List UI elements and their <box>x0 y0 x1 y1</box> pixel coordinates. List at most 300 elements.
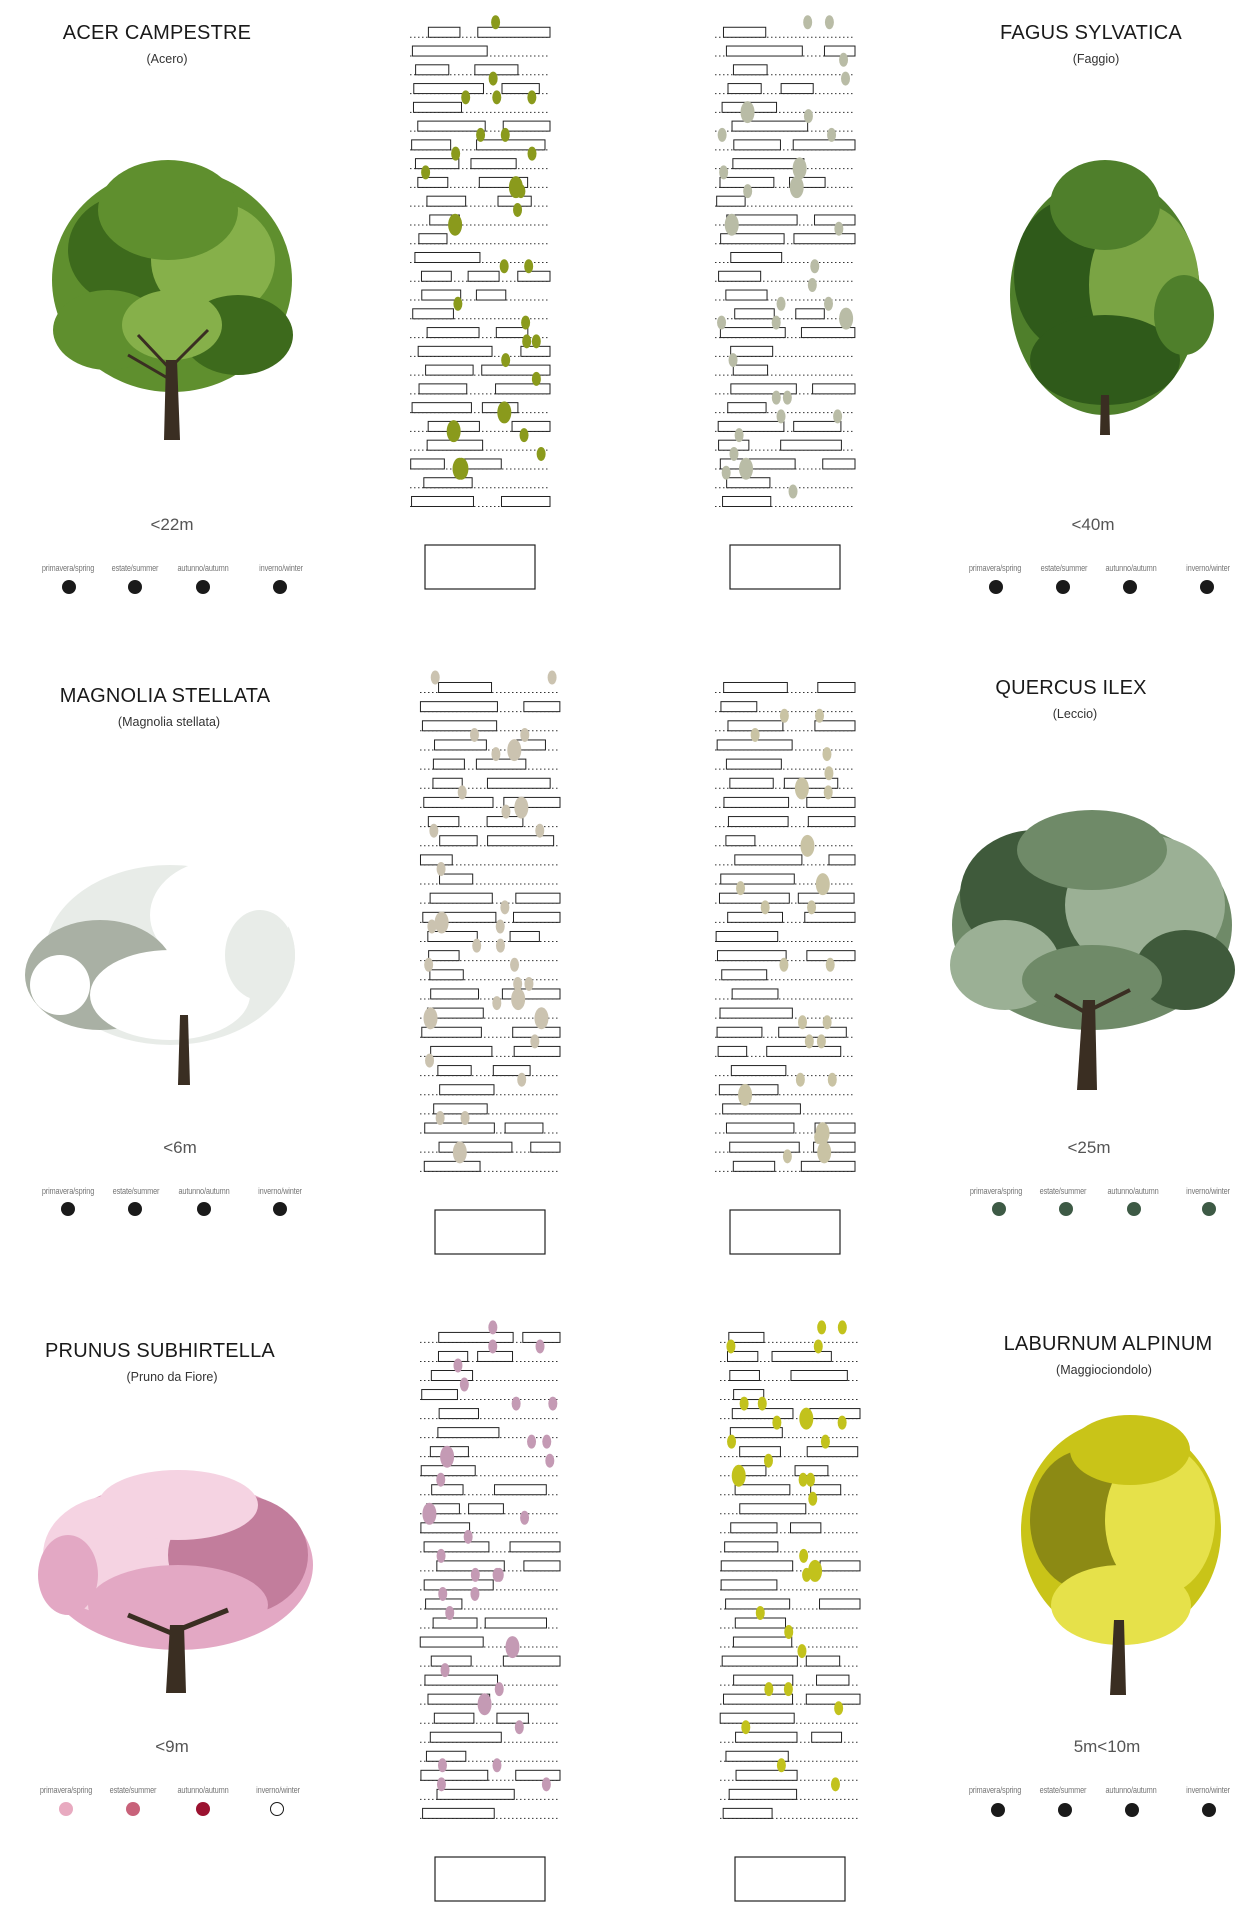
planting-dot <box>530 1034 539 1048</box>
planting-dot <box>458 785 467 799</box>
balcony-box <box>730 1428 782 1438</box>
season-dot-spring <box>992 1202 1006 1216</box>
planting-dot <box>515 1720 524 1734</box>
season-label-summer: estate/summer <box>1039 1785 1087 1795</box>
balcony-box <box>514 1046 560 1056</box>
balcony-box <box>438 1351 467 1361</box>
planting-dot <box>727 1435 736 1449</box>
balcony-box <box>735 309 775 319</box>
planting-dot <box>438 1758 447 1772</box>
planting-dot <box>783 1149 792 1163</box>
planting-dot <box>772 1416 781 1430</box>
balcony-box <box>412 496 474 506</box>
tree-name-prunus: PRUNUS SUBHIRTELLA <box>45 1340 275 1362</box>
planting-dot <box>729 447 738 461</box>
balcony-box <box>440 1085 494 1095</box>
planting-dot <box>741 1720 750 1734</box>
planting-dot <box>815 709 824 723</box>
balcony-box <box>813 384 855 394</box>
balcony-box <box>440 836 477 846</box>
balcony-box <box>412 140 451 150</box>
balcony-box <box>820 1599 860 1609</box>
season-dot-autumn <box>196 580 210 594</box>
balcony-box <box>729 1332 764 1342</box>
balcony-box <box>731 1066 786 1076</box>
balcony-box <box>503 121 550 131</box>
season-dot-summer <box>1056 580 1070 594</box>
balcony-box <box>514 912 560 922</box>
balcony-box <box>524 702 560 712</box>
planting-dot <box>804 109 813 123</box>
balcony-box <box>732 121 808 131</box>
tree-height-magnolia: <6m <box>163 1138 197 1157</box>
planting-dot <box>478 1693 492 1715</box>
season-label-autumn: autunno/autumn <box>177 1785 229 1795</box>
balcony-box <box>496 328 528 338</box>
balcony-box <box>731 1523 777 1533</box>
planting-dot <box>717 316 726 330</box>
planting-dot <box>795 777 809 799</box>
balcony-box <box>415 252 480 262</box>
planting-dot <box>489 72 498 86</box>
planting-dot <box>800 835 814 857</box>
balcony-box <box>781 440 842 450</box>
balcony-box <box>516 1770 560 1780</box>
balcony-box <box>726 290 767 300</box>
balcony-box <box>810 1409 860 1419</box>
planting-dot <box>511 988 525 1010</box>
tree-image-fagus <box>994 145 1216 435</box>
balcony-box <box>429 951 459 961</box>
balcony-box <box>806 1694 860 1704</box>
planting-dot <box>838 1320 847 1334</box>
planting-dot <box>740 1397 749 1411</box>
balcony-box <box>463 459 501 469</box>
balcony-box <box>820 1561 860 1571</box>
balcony-box <box>468 271 499 281</box>
balcony-box <box>411 459 445 469</box>
balcony-box <box>424 797 493 807</box>
balcony-box <box>493 1066 530 1076</box>
planting-dot <box>789 484 798 498</box>
balcony-box <box>496 384 550 394</box>
season-label-summer: estate/summer <box>1040 563 1088 573</box>
planting-dot <box>421 165 430 179</box>
balcony-box <box>793 140 855 150</box>
planting-dot <box>441 1663 450 1677</box>
planting-dot <box>784 1682 793 1696</box>
tree-height-laburnum: 5m<10m <box>1073 1737 1141 1756</box>
balcony-box <box>722 970 767 980</box>
planting-dot <box>517 1073 526 1087</box>
balcony-box <box>424 1580 493 1590</box>
planting-dot <box>821 1435 830 1449</box>
tree-height-acer: <22m <box>150 515 194 534</box>
balcony-box <box>434 1713 474 1723</box>
tower-diagram-prunus <box>410 1305 570 1917</box>
planting-dot <box>777 1758 786 1772</box>
balcony-box <box>413 309 454 319</box>
tower-diagram-quercus <box>705 655 865 1270</box>
balcony-box <box>818 682 855 692</box>
tower-base <box>730 1210 840 1254</box>
planting-dot <box>509 176 523 198</box>
planting-dot <box>810 259 819 273</box>
planting-dot <box>470 728 479 742</box>
planting-dot <box>453 1141 467 1163</box>
season-dot-summer <box>1059 1202 1073 1216</box>
planting-dot <box>445 1606 454 1620</box>
balcony-box <box>728 912 783 922</box>
planting-dot <box>826 958 835 972</box>
balcony-box <box>518 271 550 281</box>
planting-dot <box>839 53 848 67</box>
balcony-box <box>416 65 449 75</box>
balcony-box <box>721 1580 777 1590</box>
balcony-box <box>717 951 786 961</box>
planting-dot <box>839 308 853 330</box>
planting-dot <box>496 939 505 953</box>
tree-name-laburnum: LABURNUM ALPINUM <box>1003 1333 1213 1355</box>
planting-dot <box>798 1015 807 1029</box>
balcony-box <box>723 496 771 506</box>
planting-dot <box>827 128 836 142</box>
balcony-box <box>422 721 496 731</box>
planting-dot <box>814 1339 823 1353</box>
planting-dot <box>447 420 461 442</box>
balcony-box <box>433 1618 477 1628</box>
planting-dot <box>764 1682 773 1696</box>
balcony-box <box>726 836 755 846</box>
balcony-box <box>424 478 472 488</box>
planting-dot <box>505 1636 519 1658</box>
planting-dot <box>784 1625 793 1639</box>
balcony-box <box>430 1732 501 1742</box>
tree-common-quercus: (Leccio) <box>1052 707 1098 721</box>
balcony-box <box>433 759 464 769</box>
planting-dot <box>493 1568 502 1582</box>
planting-dot <box>780 709 789 723</box>
planting-dot <box>429 824 438 838</box>
balcony-box <box>495 1485 547 1495</box>
planting-dot <box>808 278 817 292</box>
balcony-box <box>419 384 467 394</box>
balcony-box <box>516 893 560 903</box>
balcony-box <box>806 1656 839 1666</box>
balcony-box <box>423 1808 495 1818</box>
planting-dot <box>431 670 440 684</box>
planting-dot <box>841 72 850 86</box>
planting-dot <box>471 1568 480 1582</box>
balcony-box <box>772 1351 831 1361</box>
planting-dot <box>823 1015 832 1029</box>
planting-dot <box>492 1758 501 1772</box>
balcony-box <box>510 931 539 941</box>
balcony-box <box>815 215 855 225</box>
balcony-box <box>431 989 479 999</box>
planting-dot <box>739 458 753 480</box>
tower-base <box>730 545 840 589</box>
tree-name-magnolia: MAGNOLIA STELLATA <box>59 685 271 707</box>
planting-dot <box>501 128 510 142</box>
balcony-box <box>502 989 560 999</box>
planting-dot <box>507 739 521 761</box>
balcony-box <box>728 817 788 827</box>
planting-dot <box>729 353 738 367</box>
planting-dot <box>488 1339 497 1353</box>
balcony-box <box>767 1046 841 1056</box>
balcony-box <box>471 159 516 169</box>
balcony-box <box>724 797 789 807</box>
planting-dot <box>817 1034 826 1048</box>
planting-dot <box>488 1320 497 1334</box>
planting-dot <box>725 214 739 236</box>
balcony-box <box>425 1675 498 1685</box>
tree-name-acer: ACER CAMPESTRE <box>62 22 252 44</box>
balcony-box <box>422 1390 458 1400</box>
balcony-box <box>524 1561 560 1571</box>
balcony-box <box>719 271 761 281</box>
season-dot-summer <box>1058 1803 1072 1817</box>
planting-dot <box>461 90 470 104</box>
planting-dot <box>528 147 537 161</box>
planting-dot <box>834 222 843 236</box>
tree-image-prunus <box>28 1465 318 1693</box>
planting-dot <box>756 1606 765 1620</box>
season-dot-spring <box>62 580 76 594</box>
season-dot-autumn <box>1125 1803 1139 1817</box>
season-dot-winter <box>1202 1803 1216 1817</box>
planting-dot <box>790 176 804 198</box>
planting-dot <box>422 1503 436 1525</box>
planting-dot <box>732 1465 746 1487</box>
planting-dot <box>838 1416 847 1430</box>
balcony-box <box>734 1390 764 1400</box>
balcony-box <box>420 855 452 865</box>
balcony-box <box>726 46 802 56</box>
planting-dot <box>803 15 812 29</box>
season-dot-winter <box>270 1802 284 1816</box>
tree-common-prunus: (Pruno da Fiore) <box>126 1370 218 1384</box>
balcony-box <box>505 1123 543 1133</box>
season-label-spring: primavera/spring <box>968 563 1022 573</box>
season-label-spring: primavera/spring <box>39 1785 93 1795</box>
planting-dot <box>492 90 501 104</box>
season-label-spring: primavera/spring <box>968 1785 1022 1795</box>
tree-image-acer <box>38 140 306 440</box>
balcony-box <box>794 234 855 244</box>
planting-dot <box>453 458 467 480</box>
balcony-box <box>478 1351 513 1361</box>
season-label-winter: inverno/winter <box>258 1186 302 1196</box>
planting-dot <box>536 1339 545 1353</box>
tower-base <box>435 1857 545 1901</box>
planting-dot <box>470 1587 479 1601</box>
planting-dot <box>817 1141 831 1163</box>
planting-dot <box>548 670 557 684</box>
balcony-box <box>726 759 781 769</box>
planting-dot <box>824 785 833 799</box>
season-dot-summer <box>126 1802 140 1816</box>
balcony-box <box>531 1142 560 1152</box>
season-dot-spring <box>989 580 1003 594</box>
balcony-box <box>723 1808 772 1818</box>
season-label-spring: primavera/spring <box>41 1186 95 1196</box>
planting-dot <box>817 1320 826 1334</box>
season-label-autumn: autunno/autumn <box>1105 1785 1157 1795</box>
season-label-summer: estate/summer <box>112 1186 160 1196</box>
tree-height-quercus: <25m <box>1067 1138 1111 1157</box>
tree-common-magnolia: (Magnolia stellata) <box>117 715 221 729</box>
planting-dot <box>501 805 510 819</box>
planting-dot <box>751 728 760 742</box>
balcony-box <box>439 1142 512 1152</box>
tower-diagram-laburnum <box>710 1305 870 1917</box>
planting-dot <box>534 1007 548 1029</box>
balcony-box <box>504 797 560 807</box>
balcony-box <box>791 1523 821 1533</box>
balcony-box <box>501 496 550 506</box>
tower-base <box>425 545 535 589</box>
balcony-box <box>807 797 855 807</box>
planting-dot <box>834 1701 843 1715</box>
balcony-box <box>808 817 855 827</box>
balcony-box <box>734 140 781 150</box>
balcony-box <box>424 1542 489 1552</box>
season-label-autumn: autunno/autumn <box>1107 1186 1159 1196</box>
tree-common-fagus: (Faggio) <box>1072 52 1120 66</box>
balcony-box <box>723 1104 801 1114</box>
season-label-summer: estate/summer <box>109 1785 157 1795</box>
planting-dot <box>743 184 752 198</box>
planting-dot <box>438 1587 447 1601</box>
season-label-autumn: autunno/autumn <box>177 563 229 573</box>
planting-dot <box>719 165 728 179</box>
balcony-box <box>487 778 550 788</box>
planting-dot <box>448 214 462 236</box>
balcony-box <box>428 27 460 37</box>
planting-dot <box>735 428 744 442</box>
planting-dot <box>535 824 544 838</box>
planting-dot <box>764 1454 773 1468</box>
season-label-winter: inverno/winter <box>1186 1186 1230 1196</box>
balcony-box <box>435 740 487 750</box>
tower-diagram-magnolia <box>410 655 570 1270</box>
season-label-winter: inverno/winter <box>1186 563 1230 573</box>
planting-dot <box>496 919 505 933</box>
season-label-summer: estate/summer <box>1039 1186 1087 1196</box>
balcony-box <box>807 1447 858 1457</box>
balcony-box <box>736 1770 797 1780</box>
planting-dot <box>520 728 529 742</box>
planting-dot <box>437 1777 446 1791</box>
balcony-box <box>718 421 784 431</box>
tree-image-magnolia <box>20 835 300 1085</box>
planting-dot <box>435 911 449 933</box>
balcony-box <box>485 1618 546 1628</box>
tree-common-laburnum: (Maggiociondolo) <box>1056 1363 1152 1377</box>
balcony-box <box>432 1485 463 1495</box>
tree-image-laburnum <box>1010 1410 1232 1695</box>
balcony-box <box>733 365 767 375</box>
planting-dot <box>461 1111 470 1125</box>
planting-dot <box>491 15 500 29</box>
planting-dot <box>799 1408 813 1430</box>
balcony-box <box>412 46 487 56</box>
planting-dot <box>741 101 755 123</box>
balcony-box <box>798 893 854 903</box>
balcony-box <box>420 1637 483 1647</box>
balcony-box <box>730 1371 760 1381</box>
planting-dot <box>793 157 807 179</box>
balcony-box <box>437 1789 514 1799</box>
planting-dot <box>828 1073 837 1087</box>
planting-dot <box>453 297 462 311</box>
tree-height-fagus: <40m <box>1071 515 1115 534</box>
planting-dot <box>424 958 433 972</box>
balcony-box <box>422 290 461 300</box>
balcony-box <box>510 1542 560 1552</box>
balcony-box <box>728 84 761 94</box>
balcony-box <box>512 421 550 431</box>
balcony-box <box>478 27 550 37</box>
tree-image-quercus <box>945 805 1240 1090</box>
balcony-box <box>812 1732 842 1742</box>
planting-dot <box>548 1397 557 1411</box>
planting-dot <box>453 1359 462 1373</box>
planting-dot <box>437 862 446 876</box>
planting-dot <box>451 147 460 161</box>
planting-dot <box>822 747 831 761</box>
balcony-box <box>420 702 497 712</box>
planting-dot <box>460 1378 469 1392</box>
balcony-box <box>732 989 778 999</box>
planting-dot <box>797 1644 806 1658</box>
balcony-box <box>740 1504 806 1514</box>
planting-dot <box>777 409 786 423</box>
balcony-box <box>801 1161 855 1171</box>
balcony-box <box>717 1027 762 1037</box>
planting-dot <box>510 958 519 972</box>
balcony-box <box>735 1485 790 1495</box>
season-dot-autumn <box>1123 580 1137 594</box>
balcony-box <box>433 778 462 788</box>
planting-dot <box>522 334 531 348</box>
tower-diagram-acer <box>400 0 560 605</box>
season-dot-winter <box>1200 580 1214 594</box>
planting-dot <box>500 900 509 914</box>
balcony-box <box>428 931 477 941</box>
season-dot-winter <box>273 580 287 594</box>
balcony-box <box>426 365 474 375</box>
planting-dot <box>824 766 833 780</box>
tower-base <box>435 1210 545 1254</box>
balcony-box <box>476 290 505 300</box>
planting-dot <box>806 1473 815 1487</box>
balcony-box <box>720 1713 794 1723</box>
planting-dot <box>501 353 510 367</box>
balcony-box <box>427 196 466 206</box>
planting-dot <box>779 958 788 972</box>
balcony-box <box>482 365 550 375</box>
tower-base <box>735 1857 845 1901</box>
balcony-box <box>717 196 745 206</box>
planting-dot <box>472 939 481 953</box>
balcony-box <box>424 1161 480 1171</box>
season-dot-spring <box>61 1202 75 1216</box>
season-label-autumn: autunno/autumn <box>1105 563 1157 573</box>
balcony-box <box>413 102 461 112</box>
